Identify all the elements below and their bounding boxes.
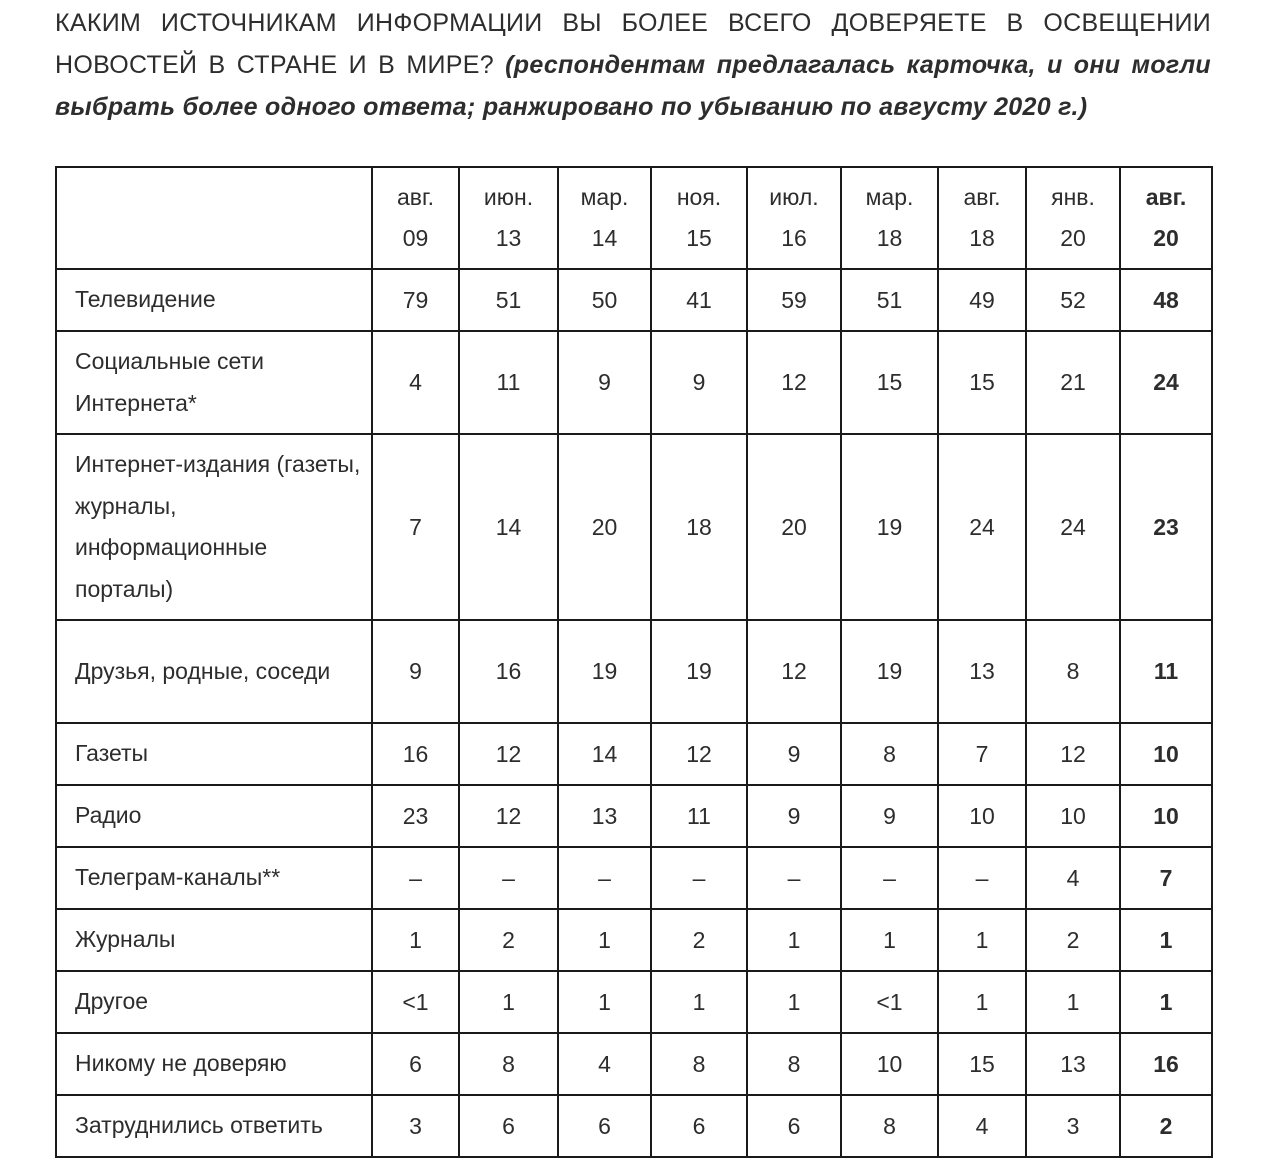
- cell-value: 2: [459, 909, 558, 971]
- column-header: ноя. 15: [651, 167, 747, 269]
- cell-value: 12: [747, 331, 841, 434]
- cell-value: 15: [938, 331, 1026, 434]
- cell-value: 8: [1026, 620, 1120, 723]
- cell-value-latest: 23: [1120, 434, 1212, 620]
- table-row: [56, 269, 1212, 331]
- row-label: Затруднились ответить: [56, 1095, 372, 1157]
- column-header: июн. 13: [459, 167, 558, 269]
- cell-value: 19: [841, 620, 938, 723]
- table-row: [56, 1095, 1212, 1157]
- cell-value: 51: [841, 269, 938, 331]
- cell-value: 11: [459, 331, 558, 434]
- column-header: июл. 16: [747, 167, 841, 269]
- cell-value: 1: [372, 909, 459, 971]
- table-row: [56, 434, 1212, 620]
- cell-value: 9: [558, 331, 651, 434]
- table-row: [56, 971, 1212, 1033]
- cell-value: 3: [1026, 1095, 1120, 1157]
- cell-value: 6: [651, 1095, 747, 1157]
- cell-value: 1: [938, 909, 1026, 971]
- column-header-latest: авг. 20: [1120, 167, 1212, 269]
- row-label: Журналы: [56, 909, 372, 971]
- cell-value: –: [558, 847, 651, 909]
- cell-value: 10: [938, 785, 1026, 847]
- cell-value: 1: [938, 971, 1026, 1033]
- cell-value: 14: [558, 723, 651, 785]
- cell-value: 9: [651, 331, 747, 434]
- cell-value: 13: [558, 785, 651, 847]
- cell-value: 6: [459, 1095, 558, 1157]
- column-header: мар. 18: [841, 167, 938, 269]
- cell-value: 12: [1026, 723, 1120, 785]
- cell-value: 9: [372, 620, 459, 723]
- cell-value: 7: [938, 723, 1026, 785]
- table-row: [56, 620, 1212, 723]
- cell-value: 16: [459, 620, 558, 723]
- cell-value: –: [372, 847, 459, 909]
- row-label: Никому не доверяю: [56, 1033, 372, 1095]
- cell-value: 79: [372, 269, 459, 331]
- cell-value: 1: [651, 971, 747, 1033]
- cell-value: 9: [841, 785, 938, 847]
- cell-value: 14: [459, 434, 558, 620]
- cell-value: 1: [1026, 971, 1120, 1033]
- row-label: Газеты: [56, 723, 372, 785]
- cell-value-latest: 10: [1120, 785, 1212, 847]
- cell-value: 15: [841, 331, 938, 434]
- column-header: авг. 09: [372, 167, 459, 269]
- cell-value: 9: [747, 723, 841, 785]
- cell-value: 12: [459, 723, 558, 785]
- cell-value: –: [938, 847, 1026, 909]
- cell-value: 6: [372, 1033, 459, 1095]
- cell-value: –: [841, 847, 938, 909]
- table-row: [56, 785, 1212, 847]
- table-row: [56, 909, 1212, 971]
- cell-value: 8: [841, 723, 938, 785]
- cell-value: 1: [558, 909, 651, 971]
- cell-value: 12: [459, 785, 558, 847]
- column-header: мар. 14: [558, 167, 651, 269]
- cell-value: 19: [841, 434, 938, 620]
- column-header: янв. 20: [1026, 167, 1120, 269]
- cell-value: –: [459, 847, 558, 909]
- table-row: [56, 847, 1212, 909]
- row-label: Другое: [56, 971, 372, 1033]
- cell-value: 4: [372, 331, 459, 434]
- cell-value: 8: [651, 1033, 747, 1095]
- cell-value: 41: [651, 269, 747, 331]
- question-text: КАКИМ ИСТОЧНИКАМ ИНФОРМАЦИИ ВЫ БОЛЕЕ ВСЕГО ДОВЕРЯЕТЕ В ОСВЕЩЕНИИ НОВОСТЕЙ В СТРАНЕ И В МИРЕ?: [55, 9, 1211, 79]
- cell-value: 4: [938, 1095, 1026, 1157]
- cell-value: 4: [558, 1033, 651, 1095]
- cell-value-latest: 1: [1120, 909, 1212, 971]
- cell-value-latest: 11: [1120, 620, 1212, 723]
- cell-value: 2: [651, 909, 747, 971]
- cell-value: 7: [372, 434, 459, 620]
- cell-value: 8: [841, 1095, 938, 1157]
- cell-value: 13: [938, 620, 1026, 723]
- row-label: Друзья, родные, соседи: [56, 620, 372, 723]
- cell-value: 2: [1026, 909, 1120, 971]
- row-label: Социальные сети Интернета*: [56, 331, 372, 434]
- cell-value: 15: [938, 1033, 1026, 1095]
- cell-value: 24: [938, 434, 1026, 620]
- cell-value: 8: [459, 1033, 558, 1095]
- cell-value: 10: [1026, 785, 1120, 847]
- row-label: Интернет-издания (газеты, журналы, информационные порталы): [56, 434, 372, 620]
- cell-value: 18: [651, 434, 747, 620]
- cell-value: 59: [747, 269, 841, 331]
- header-empty-cell: [56, 167, 372, 269]
- cell-value: 1: [558, 971, 651, 1033]
- cell-value: –: [747, 847, 841, 909]
- row-label: Радио: [56, 785, 372, 847]
- cell-value: 1: [841, 909, 938, 971]
- cell-value: 52: [1026, 269, 1120, 331]
- cell-value: 19: [558, 620, 651, 723]
- column-header: авг. 18: [938, 167, 1026, 269]
- cell-value: 20: [747, 434, 841, 620]
- cell-value: 51: [459, 269, 558, 331]
- survey-results-table: [55, 166, 1213, 1158]
- cell-value-latest: 16: [1120, 1033, 1212, 1095]
- cell-value: 10: [841, 1033, 938, 1095]
- cell-value: 19: [651, 620, 747, 723]
- cell-value: <1: [841, 971, 938, 1033]
- cell-value: 6: [558, 1095, 651, 1157]
- cell-value: 9: [747, 785, 841, 847]
- cell-value: 49: [938, 269, 1026, 331]
- row-label: Телеграм-каналы**: [56, 847, 372, 909]
- cell-value: 13: [1026, 1033, 1120, 1095]
- cell-value: <1: [372, 971, 459, 1033]
- cell-value: 3: [372, 1095, 459, 1157]
- cell-value: –: [651, 847, 747, 909]
- table-header-row: [56, 167, 1212, 269]
- cell-value: 20: [558, 434, 651, 620]
- cell-value-latest: 24: [1120, 331, 1212, 434]
- cell-value: 8: [747, 1033, 841, 1095]
- table-row: [56, 1033, 1212, 1095]
- cell-value: 11: [651, 785, 747, 847]
- table-row: [56, 723, 1212, 785]
- cell-value: 16: [372, 723, 459, 785]
- cell-value: 50: [558, 269, 651, 331]
- cell-value: 23: [372, 785, 459, 847]
- row-label: Телевидение: [56, 269, 372, 331]
- cell-value: 24: [1026, 434, 1120, 620]
- cell-value-latest: 48: [1120, 269, 1212, 331]
- cell-value: 1: [459, 971, 558, 1033]
- cell-value: 12: [651, 723, 747, 785]
- table-row: [56, 331, 1212, 434]
- cell-value-latest: 10: [1120, 723, 1212, 785]
- cell-value-latest: 7: [1120, 847, 1212, 909]
- cell-value-latest: 2: [1120, 1095, 1212, 1157]
- cell-value: 6: [747, 1095, 841, 1157]
- cell-value: 1: [747, 971, 841, 1033]
- question-note: (респондентам предлагалась карточка, и они могли выбрать более одного ответа; ранжировано по убыванию по августу 2020 г.): [55, 51, 1211, 121]
- cell-value: 1: [747, 909, 841, 971]
- cell-value-latest: 1: [1120, 971, 1212, 1033]
- cell-value: 12: [747, 620, 841, 723]
- survey-question-heading: [55, 2, 1211, 128]
- cell-value: 4: [1026, 847, 1120, 909]
- cell-value: 21: [1026, 331, 1120, 434]
